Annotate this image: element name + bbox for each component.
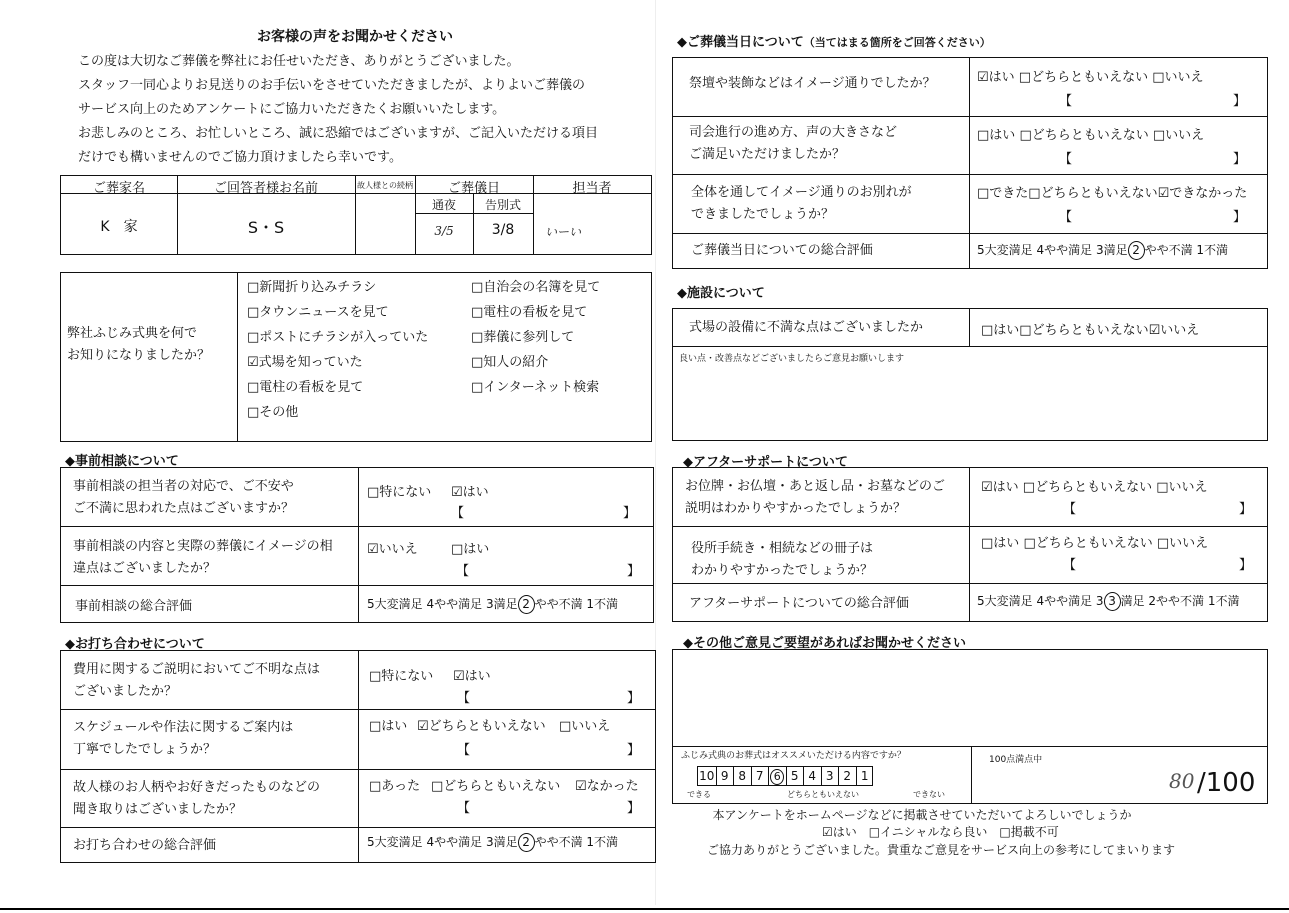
kokubetsu-date: 3/8 <box>491 222 515 238</box>
uchiawase-table <box>60 650 656 863</box>
scale-mid: どちらともいえない <box>787 790 859 799</box>
after-q3: アフターサポートについての総合評価 <box>689 596 909 611</box>
jizen-q2-opt[interactable]: □はい <box>451 542 490 557</box>
shisetsu-q1: 式場の設備に不満な点はございましたか <box>689 320 924 335</box>
section-uchiawase: ◆お打ち合わせについて <box>65 637 205 652</box>
bracket-close: 】 <box>627 564 641 579</box>
uchiawase-q1: 費用に関するご説明においてご不明な点は ございましたか？ <box>73 662 321 699</box>
section-touzitsu: ◆ご葬儀当日について（当てはまる箇所をご回答ください） <box>677 35 991 50</box>
bracket-close: 】 <box>623 506 637 521</box>
intro-text: この度は大切なご葬儀を弊社にお任せいただき、ありがとうございました。 スタッフ一同心よりお見送りのお手伝いをさせていただきましたが、よりよいご葬儀の サービス向上のためアンケートにご協力いただきたくお願いいたします。 お悲しみのところ、お忙しいところ、誠に恐縮ではございますが、ご記入いただける項目 だけでも構いませんのでご協力頂けましたら幸いです。 <box>78 54 599 165</box>
bracket-open: 【 <box>457 691 471 706</box>
source-options-right <box>471 275 600 400</box>
option-checkbox[interactable]: □葬儀に参列して <box>471 330 575 345</box>
recommend-question: ふじみ式典のお葬式はオススメいただける内容ですか？ <box>681 751 906 761</box>
bracket-close: 】 <box>627 743 641 758</box>
score-value: 80 <box>1169 769 1195 793</box>
header-relation: 故人様との続柄 <box>357 181 413 190</box>
option-checkbox[interactable]: □その他 <box>247 405 299 420</box>
scale-high: できない <box>913 790 945 799</box>
touzitsu-table <box>672 57 1268 269</box>
jizen-table <box>60 467 654 623</box>
info-table <box>60 175 652 255</box>
bracket-open: 【 <box>1063 558 1077 573</box>
touzitsu-q1-opts[interactable]: ☑はい □どちらともいえない □いいえ <box>977 70 1204 85</box>
publish-question: 本アンケートをホームページなどに掲載させていただいてよろしいでしょうか <box>712 808 1132 822</box>
source-options-left <box>247 275 428 425</box>
touzitsu-q3-opts[interactable]: □できた□どちらともいえない☑できなかった <box>977 186 1248 201</box>
after-q1: お位牌・お仏壇・あと返し品・お墓などのご 説明はわかりやすかったでしょうか？ <box>685 479 946 516</box>
jizen-rating[interactable]: 5大変満足 4やや満足 3満足 2 やや不満 1不満 <box>367 595 618 614</box>
page-title: お客様の声をお聞かせください <box>257 29 453 45</box>
scale-cell[interactable]: 2 <box>838 767 856 785</box>
bracket-close: 】 <box>1239 502 1253 517</box>
bracket-close: 】 <box>1233 210 1247 225</box>
touzitsu-q4: ご葬儀当日についての総合評価 <box>691 243 873 258</box>
shisetsu-table <box>672 308 1268 441</box>
family-name: K 家 <box>100 219 138 235</box>
uchiawase-q1-opt[interactable]: □特にない <box>369 669 434 684</box>
header-respondent: ご回答者様お名前 <box>213 181 318 196</box>
uchiawase-q4: お打ち合わせの総合評価 <box>73 838 217 853</box>
touzitsu-rating[interactable]: 5大変満足 4やや満足 3満足 2 やや不満 1不満 <box>977 241 1228 260</box>
option-checkbox[interactable]: □インターネット検索 <box>471 380 600 395</box>
option-checkbox[interactable]: □電柱の看板を見て <box>247 380 364 395</box>
option-checkbox[interactable]: □電柱の看板を見て <box>471 305 588 320</box>
uchiawase-q2-opt-checked[interactable]: ☑どちらともいえない <box>417 719 546 734</box>
option-checkbox[interactable]: □ポストにチラシが入っていた <box>247 330 429 345</box>
section-after: ◆アフターサポートについて <box>683 455 848 470</box>
header-date: ご葬儀日 <box>447 181 500 196</box>
header-family: ご葬家名 <box>92 181 145 196</box>
bracket-close: 】 <box>627 801 641 816</box>
scale-cell[interactable]: 8 <box>733 767 751 785</box>
uchiawase-q2: スケジュールや作法に関するご案内は 丁寧でしたでしょうか？ <box>73 720 294 757</box>
uchiawase-q1-opt-checked[interactable]: ☑はい <box>453 669 491 684</box>
after-q1-opts[interactable]: ☑はい □どちらともいえない □いいえ <box>981 480 1208 495</box>
scale-cell[interactable]: 10 <box>699 769 715 783</box>
bracket-open: 【 <box>1059 152 1073 167</box>
section-other: ◆その他ご意見ご要望があればお聞かせください <box>683 636 966 651</box>
option-checkbox-checked[interactable]: ☑式場を知っていた <box>247 355 363 370</box>
section-shisetsu: ◆施設について <box>677 286 765 301</box>
bracket-close: 】 <box>1233 152 1247 167</box>
scan-edge <box>0 908 1289 910</box>
uchiawase-q3-opt[interactable]: □あった <box>369 779 421 794</box>
touzitsu-q2-opts[interactable]: □はい □どちらともいえない □いいえ <box>977 128 1205 143</box>
scale-cell-selected[interactable]: 6 <box>768 767 786 785</box>
bracket-open: 【 <box>451 506 465 521</box>
uchiawase-q2-opt[interactable]: □はい <box>369 719 408 734</box>
touzitsu-q1: 祭壇や装飾などはイメージ通りでしたか？ <box>689 76 936 91</box>
option-checkbox[interactable]: □タウンニュースを見て <box>247 305 389 320</box>
respondent-name: S・S <box>247 218 285 237</box>
full-score-label: 100点満点中 <box>989 755 1043 765</box>
touzitsu-q2: 司会進行の進め方、声の大きさなど ご満足いただけましたか？ <box>689 125 898 162</box>
other-box[interactable] <box>672 649 1268 804</box>
touzitsu-q3: 全体を通してイメージ通りのお別れが できましたでしょうか？ <box>691 185 912 222</box>
jizen-q2: 事前相談の内容と実際の葬儀にイメージの相 違点はございましたか？ <box>73 539 333 576</box>
header-tsuya: 通夜 <box>431 198 456 212</box>
uchiawase-q3-opt[interactable]: □どちらともいえない <box>431 779 561 794</box>
score-max: /100 <box>1197 768 1256 798</box>
after-q2-opts[interactable]: □はい □どちらともいえない □いいえ <box>981 536 1209 551</box>
after-q2: 役所手続き・相続などの冊子は わかりやすかったでしょうか？ <box>691 541 874 578</box>
jizen-q1: 事前相談の担当者の対応で、ご不安や ご不満に思われた点はございますか？ <box>73 479 295 516</box>
jizen-q1-opt[interactable]: □特にない <box>367 485 432 500</box>
scale-low: できる <box>687 790 711 799</box>
tsuya-date: 3/5 <box>434 224 454 238</box>
bracket-open: 【 <box>457 743 471 758</box>
scale-cell[interactable]: 5 <box>786 767 804 785</box>
option-checkbox[interactable]: □自治会の名簿を見て <box>471 280 601 295</box>
option-checkbox[interactable]: □知人の紹介 <box>471 355 549 370</box>
option-checkbox[interactable]: □新聞折り込みチラシ <box>247 280 377 295</box>
bracket-open: 【 <box>1059 94 1073 109</box>
bracket-open: 【 <box>457 801 471 816</box>
after-rating[interactable]: 5大変満足 4やや満足 3 3 満足 2やや不満 1不満 <box>977 592 1240 611</box>
staff-signature: いーい <box>544 225 581 239</box>
publish-options[interactable]: ☑はい □イニシャルなら良い □掲載不可 <box>822 825 1059 839</box>
source-question: 弊社ふじみ式典を何で お知りになりましたか？ <box>67 326 211 363</box>
uchiawase-q2-opt[interactable]: □いいえ <box>559 719 611 734</box>
bracket-open: 【 <box>456 564 470 579</box>
shisetsu-q1-opts[interactable]: □はい□どちらともいえない☑いいえ <box>981 323 1200 338</box>
uchiawase-q3-opt-checked[interactable]: ☑なかった <box>575 779 639 794</box>
uchiawase-q3: 故人様のお人柄やお好きだったものなどの 聞き取りはございましたか？ <box>73 780 321 817</box>
bracket-close: 】 <box>1233 94 1247 109</box>
section-jizen: ◆事前相談について <box>65 454 179 469</box>
bracket-close: 】 <box>1239 558 1253 573</box>
jizen-q2-opt-checked[interactable]: ☑いいえ <box>367 542 418 557</box>
source-question-box <box>60 272 652 442</box>
uchiawase-rating[interactable]: 5大変満足 4やや満足 3満足 2 やや不満 1不満 <box>367 833 618 852</box>
scale-cell[interactable]: 4 <box>803 767 821 785</box>
header-kokubetsu: 告別式 <box>484 198 521 212</box>
bracket-close: 】 <box>627 691 641 706</box>
bracket-open: 【 <box>1063 502 1077 517</box>
recommend-scale[interactable] <box>697 766 873 786</box>
scale-cell[interactable]: 3 <box>821 767 839 785</box>
after-table <box>672 467 1268 622</box>
scale-cell[interactable]: 1 <box>856 767 874 785</box>
thanks-text: ご協力ありがとうございました。貴重なご意見をサービス向上の参考にしてまいります <box>707 843 1176 857</box>
jizen-q1-opt-checked[interactable]: ☑はい <box>451 485 489 500</box>
scale-cell[interactable]: 9 <box>716 767 734 785</box>
bracket-open: 【 <box>1059 210 1073 225</box>
jizen-q3: 事前相談の総合評価 <box>75 599 193 614</box>
scale-cell[interactable]: 7 <box>751 767 769 785</box>
header-staff: 担当者 <box>572 181 612 196</box>
shisetsu-note: 良い点・改善点などございましたらご意見お願いします <box>679 354 905 364</box>
